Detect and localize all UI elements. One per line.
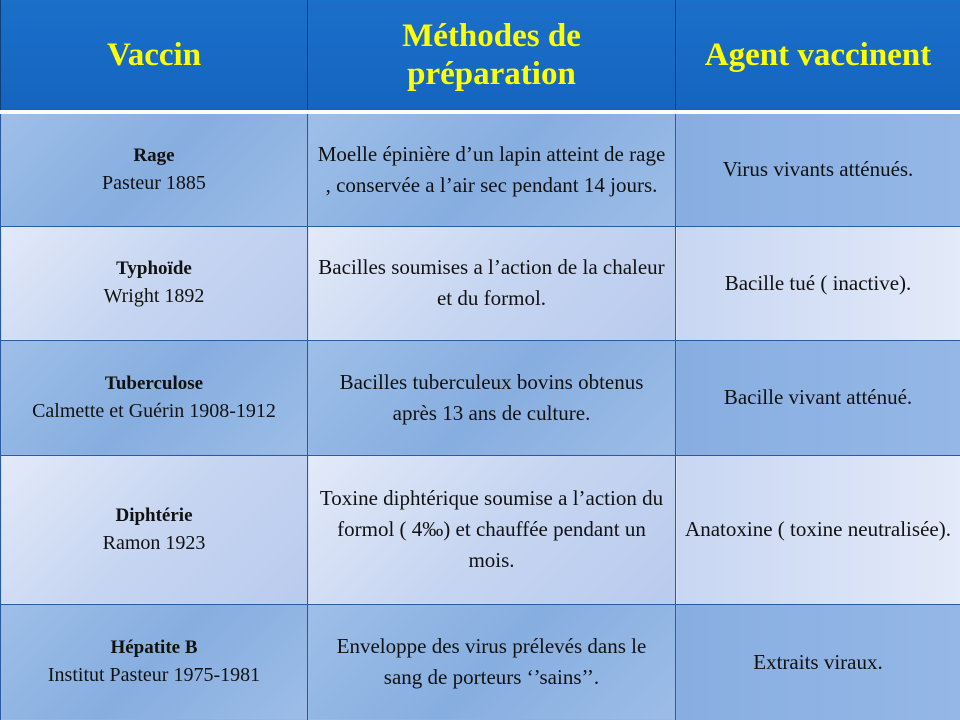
agent-cell: Extraits viraux. bbox=[676, 604, 960, 720]
table-body bbox=[1, 112, 960, 720]
vaccine-cell bbox=[1, 604, 308, 720]
vaccine-name: Typhoïde bbox=[116, 258, 192, 279]
method-cell: Toxine diphtérique soumise a l’action du formol ( 4‰) et chauffée pendant un mois. bbox=[308, 455, 676, 604]
table-row bbox=[1, 226, 960, 340]
vaccine-name: Tuberculose bbox=[104, 372, 204, 394]
vaccine-origin: Calmette et Guérin 1908-1912 bbox=[32, 399, 276, 422]
table-row bbox=[1, 604, 960, 720]
vaccine-cell bbox=[1, 226, 308, 340]
table-row bbox=[1, 112, 960, 226]
method-cell: Enveloppe des virus prélevés dans le sang de porteurs ‘’sains’’. bbox=[308, 604, 676, 720]
vaccine-origin: Pasteur 1885 bbox=[102, 171, 206, 194]
agent-cell: Anatoxine ( toxine neutralisée). bbox=[676, 455, 960, 604]
method-cell: Bacilles soumises a l’action de la chaleur et du formol. bbox=[308, 226, 676, 340]
vaccine-cell bbox=[1, 455, 308, 604]
agent-cell: Bacille vivant atténué. bbox=[676, 340, 960, 455]
table-row bbox=[1, 340, 960, 455]
method-cell: Moelle épinière d’un lapin atteint de rage , conservée a l’air sec pendant 14 jours. bbox=[308, 112, 676, 226]
header-methodes: Méthodes de préparation bbox=[308, 0, 676, 112]
method-cell: Bacilles tuberculeux bovins obtenus après 13 ans de culture. bbox=[308, 340, 676, 455]
vaccine-cell bbox=[1, 112, 308, 226]
vaccine-origin: Ramon 1923 bbox=[102, 531, 206, 554]
agent-cell: Bacille tué ( inactive). bbox=[676, 226, 960, 340]
header-row bbox=[1, 0, 960, 112]
agent-cell: Virus vivants atténués. bbox=[676, 112, 960, 226]
vaccine-name: Diphtérie bbox=[115, 504, 193, 526]
table-header bbox=[1, 0, 960, 112]
vaccine-name: Hépatite B bbox=[110, 637, 198, 658]
header-agent: Agent vaccinent bbox=[676, 0, 960, 112]
vaccine-origin: Institut Pasteur 1975-1981 bbox=[47, 664, 261, 686]
vaccine-name: Rage bbox=[133, 144, 175, 166]
header-vaccin: Vaccin bbox=[1, 0, 308, 112]
vaccine-origin: Wright 1892 bbox=[103, 285, 205, 307]
vaccine-cell bbox=[1, 340, 308, 455]
table-row bbox=[1, 455, 960, 604]
